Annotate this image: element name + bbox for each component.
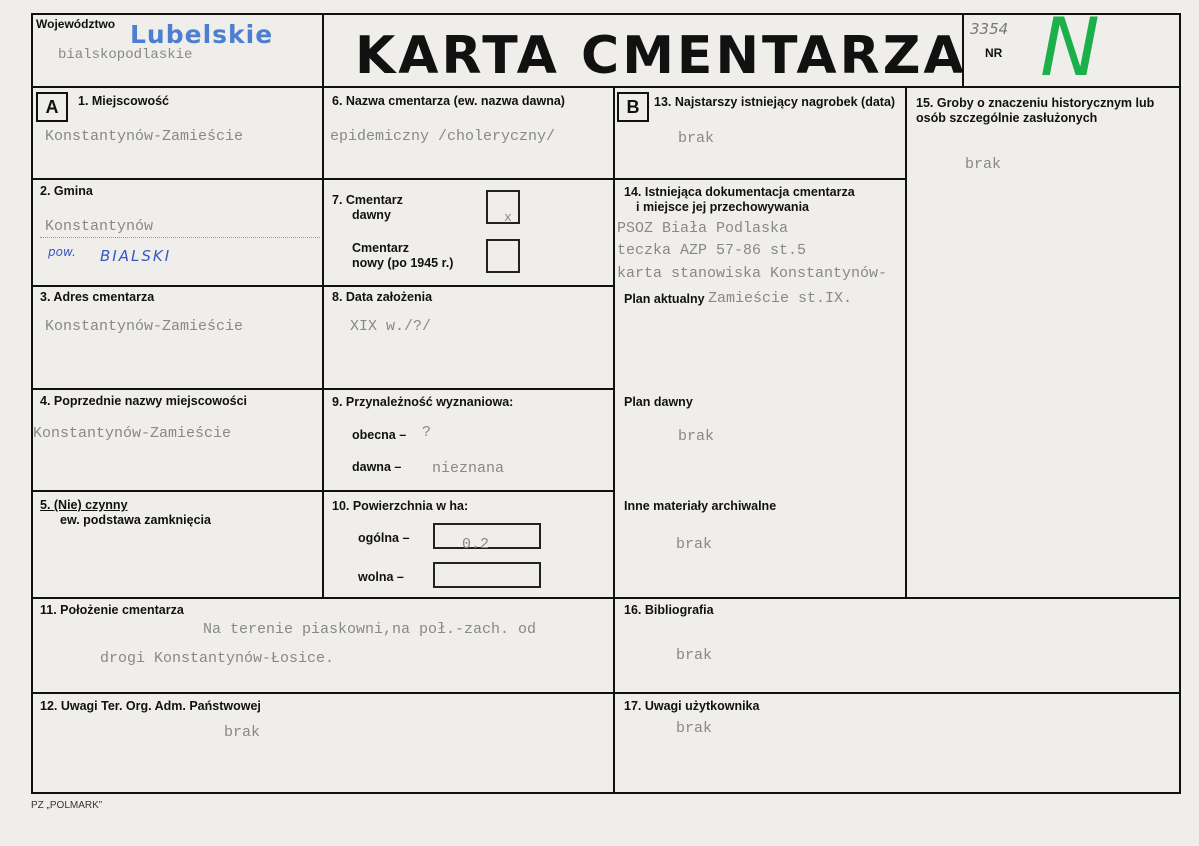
powiat-label: pow.	[48, 245, 76, 259]
field-2-line	[40, 237, 320, 238]
divider	[31, 178, 615, 180]
divider	[322, 86, 324, 598]
plan-old-value: brak	[678, 428, 715, 445]
card-number: 3354	[970, 20, 1009, 38]
field-7-old-label-1: 7. Cmentarz	[332, 193, 403, 207]
field-10-free-label: wolna –	[358, 570, 404, 584]
divider	[322, 13, 324, 86]
field-9-former-value: nieznana	[432, 460, 505, 477]
field-8-value: XIX w./?/	[350, 318, 432, 335]
field-2-value: Konstantynów	[45, 218, 154, 235]
field-14-label-2: i miejsce jej przechowywania	[636, 200, 809, 214]
divider	[905, 86, 907, 598]
field-9-current-label: obecna –	[352, 428, 407, 442]
field-3-label: 3. Adres cmentarza	[40, 290, 155, 304]
plan-old-label: Plan dawny	[624, 395, 693, 409]
field-4-value: Konstantynów-Zamieście	[33, 425, 232, 442]
old-cemetery-checkbox[interactable]	[486, 190, 520, 224]
field-8-label: 8. Data założenia	[332, 290, 433, 304]
field-15-label: 15. Groby o znaczeniu historycznym lub osób szczególnie zasłużonych	[916, 96, 1155, 125]
field-5-sublabel: ew. podstawa zamknięcia	[60, 513, 211, 527]
field-1-value: Konstantynów-Zamieście	[45, 128, 244, 145]
field-6-label: 6. Nazwa cmentarza (ew. nazwa dawna)	[332, 94, 565, 108]
field-12-value: brak	[224, 724, 261, 741]
plan-current-label: Plan aktualny	[624, 292, 705, 306]
wojewodztwo-stamp: Lubelskie	[130, 20, 274, 49]
old-cemetery-mark: x	[504, 210, 512, 225]
archive-label: Inne materiały archiwalne	[624, 499, 777, 513]
category-letter: N	[1040, 1, 1100, 94]
field-10-total-label: ogólna –	[358, 531, 410, 545]
page-title: KARTA CMENTARZA	[355, 26, 967, 86]
field-2-label: 2. Gmina	[40, 184, 93, 198]
divider	[613, 86, 615, 794]
field-16-label: 16. Bibliografia	[624, 603, 714, 617]
field-9-current-value: ?	[422, 424, 432, 441]
publisher-footer: PZ „POLMARK”	[31, 800, 103, 811]
archive-value: brak	[676, 536, 713, 553]
field-10-total-value: 0.2	[462, 536, 490, 553]
divider	[31, 490, 615, 492]
field-10-label: 10. Powierzchnia w ha:	[332, 499, 469, 513]
divider	[31, 285, 615, 287]
field-14-line-3: karta stanowiska Konstantynów-	[617, 265, 888, 282]
divider	[31, 692, 1181, 694]
field-16-value: brak	[676, 647, 713, 664]
field-9-former-label: dawna –	[352, 460, 402, 474]
wojewodztwo-typed: bialskopodlaskie	[58, 47, 193, 63]
divider	[31, 388, 615, 390]
field-14-line-1: PSOZ Biała Podlaska	[617, 220, 789, 237]
field-1-label: 1. Miejscowość	[78, 94, 170, 108]
field-11-line-2: drogi Konstantynów-Łosice.	[100, 650, 335, 667]
section-b-box: B	[617, 92, 649, 122]
field-13-label: 13. Najstarszy istniejący nagrobek (data)	[654, 95, 896, 109]
field-12-label: 12. Uwagi Ter. Org. Adm. Państwowej	[40, 699, 261, 713]
field-15-value: brak	[965, 156, 1002, 173]
section-a-box: A	[36, 92, 68, 122]
field-5-label: 5. (Nie) czynny	[40, 498, 128, 512]
field-14-line-4: Zamieście st.IX.	[708, 290, 853, 307]
field-7-new-label-1: Cmentarz	[352, 241, 409, 255]
divider	[31, 597, 1181, 599]
field-13-value: brak	[678, 130, 715, 147]
area-free-field[interactable]	[433, 562, 541, 588]
field-4-label: 4. Poprzednie nazwy miejscowości	[40, 394, 248, 408]
field-11-line-1: Na terenie piaskowni,na poł.-zach. od	[203, 621, 537, 638]
powiat-value: BIALSKI	[100, 247, 172, 265]
divider	[613, 178, 907, 180]
field-6-value: epidemiczny /choleryczny/	[330, 128, 556, 145]
wojewodztwo-label: Województwo	[36, 17, 116, 31]
field-7-old-label-2: dawny	[352, 208, 391, 222]
field-7-new-label-2: nowy (po 1945 r.)	[352, 256, 454, 270]
nr-label: NR	[985, 46, 1003, 60]
field-14-line-2: teczka AZP 57-86 st.5	[617, 242, 807, 259]
new-cemetery-checkbox[interactable]	[486, 239, 520, 273]
field-3-value: Konstantynów-Zamieście	[45, 318, 244, 335]
field-17-label: 17. Uwagi użytkownika	[624, 699, 760, 713]
field-14-label-1: 14. Istniejąca dokumentacja cmentarza	[624, 185, 855, 199]
divider	[31, 86, 1181, 88]
field-17-value: brak	[676, 720, 713, 737]
field-9-label: 9. Przynależność wyznaniowa:	[332, 395, 514, 409]
field-11-label: 11. Położenie cmentarza	[40, 603, 184, 617]
